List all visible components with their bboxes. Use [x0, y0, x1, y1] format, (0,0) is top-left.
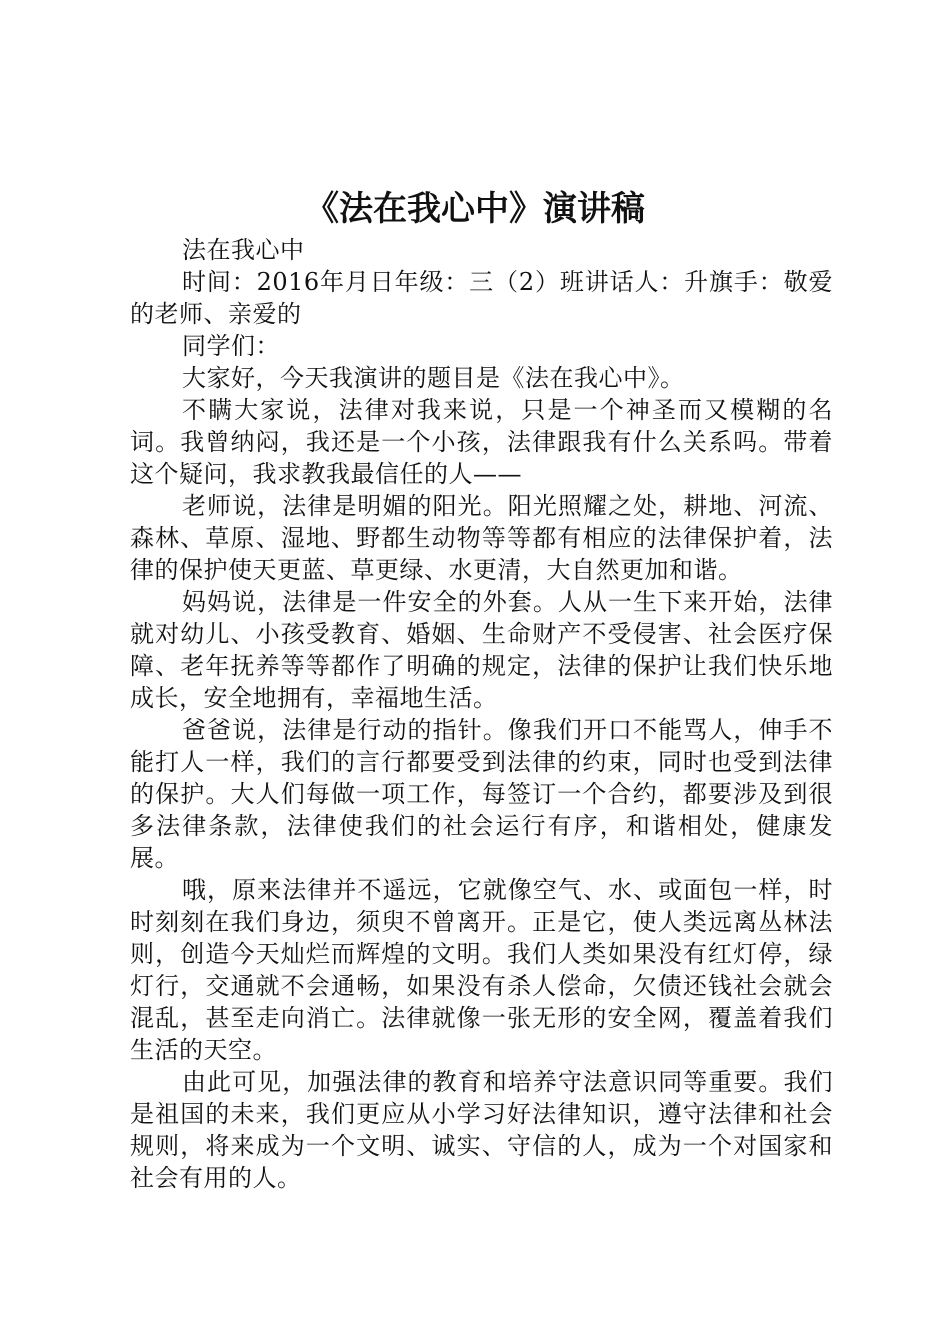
- paragraph-conclusion: 由此可见，加强法律的教育和培养守法意识同等重要。我们是祖国的未来，我们更应从小学习好法律知识，遵守法律和社会规则，将来成为一个文明、诚实、守信的人，成为一个对国家和社会有用的人。: [130, 1068, 833, 1192]
- paragraph-intro: 大家好，今天我演讲的题目是《法在我心中》。: [182, 364, 685, 392]
- paragraph: 哦，原来法律并不遥远，它就像空气、水、或面包一样，时时刻刻在我们身边，须臾不曾离开。正是它，使人类远离丛林法则，创造今天灿烂而辉煌的文明。我们人类如果没有红灯停，绿灯行，交通就不会通畅，如果没有杀人偿命，欠债还钱社会就会混乱，甚至走向消亡。法律就像一张无形的安全网，覆盖着我们生活的天空。: [130, 876, 833, 1064]
- paragraph: 不瞒大家说，法律对我来说，只是一个神圣而又模糊的名词。我曾纳闷，我还是一个小孩，法律跟我有什么关系吗。带着这个疑问，我求教我最信任的人——: [130, 396, 833, 488]
- document-title: 《法在我心中》演讲稿: [305, 189, 645, 229]
- paragraph: 爸爸说，法律是行动的指针。像我们开口不能骂人，伸手不能打人一样，我们的言行都要受到法律的约束，同时也受到法律的保护。大人们每做一项工作，每签订一个合约，都要涉及到很多法律条款，法律使我们的社会运行有序，和谐相处，健康发展。: [130, 716, 833, 872]
- document-body: [130, 234, 833, 1194]
- paragraph-greeting: 同学们：: [182, 332, 280, 360]
- paragraph: 妈妈说，法律是一件安全的外套。人从一生下来开始，法律就对幼儿、小孩受教育、婚姻、生命财产不受侵害、社会医疗保障、老年抚养等等都作了明确的规定，法律的保护让我们快乐地成长，安全地拥有，幸福地生活。: [130, 588, 833, 712]
- paragraph: 老师说，法律是明媚的阳光。阳光照耀之处，耕地、河流、森林、草原、湿地、野都生动物等等都有相应的法律保护着，法律的保护使天更蓝、草更绿、水更清，大自然更加和谐。: [130, 492, 833, 584]
- paragraph-subtitle: 法在我心中: [182, 236, 305, 264]
- paragraph-meta: 时间：2016年月日年级：三（2）班讲话人：升旗手：敬爱的老师、亲爱的: [130, 268, 833, 328]
